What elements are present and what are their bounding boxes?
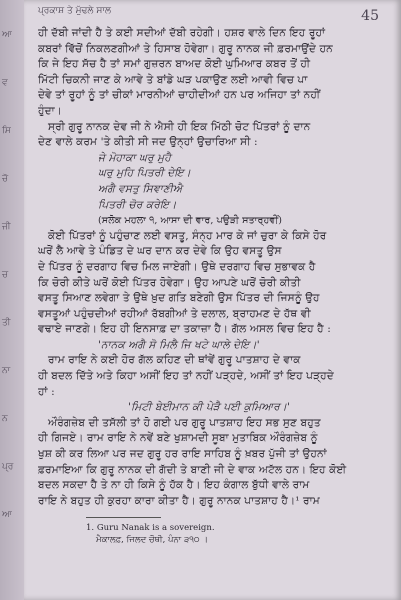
text-line: ਜੇ ਮੋਹਾਕਾ ਘਰੁ ਮੁਹੈ bbox=[98, 151, 171, 164]
footnote-rule bbox=[86, 517, 161, 518]
adjacent-page-fragment: ਚੋ bbox=[2, 174, 9, 184]
text-line: ਹੀ ਬਦਲ ਦਿੱਤੇ ਅਤੇ ਕਿਹਾ ਅਸੀਂ ਇਹ ਤਾਂ ਨਹੀਂ ਪੜ੍ਹਦੇ, ਅਸੀਂ ਤਾਂ ਇਹ ਪੜ੍ਹਦੇ bbox=[38, 370, 334, 383]
text-line: ਦੇ ਪਿੱਤਰ ਨੂੰ ਦਰਗਾਹ ਵਿਚ ਮਿਲ ਜਾਏਗੀ। ਉਥੇ ਦਰਗਾਹ ਵਿਚ ਸੁਭਾਵਕ ਹੈ bbox=[38, 260, 316, 273]
adjacent-page-fragment: ਨ bbox=[2, 414, 8, 424]
text-line: ਮਿੱਟੀ ਚਿਕਨੀ ਜਾਣ ਕੇ ਆਵੇ ਤੇ ਬਾਂਡੇ ਘੜ ਪਕਾਉਣ ਲਈ ਆਵੀ ਵਿਚ ਪਾ bbox=[38, 73, 308, 86]
text-line: (ਸਲੋਕ ਮਹਲਾ ੧, ਆਸਾ ਦੀ ਵਾਰ, ਪਉੜੀ ਸਤਾਰ੍ਹਵੀਂ) bbox=[98, 215, 283, 227]
text-line: ਕਿ ਜੇ ਇਹ ਸੱਚ ਹੈ ਤਾਂ ਸਮਾਂ ਗੁਜ਼ਰਨ ਬਾਅਦ ਕੋਈ ਘੁਮਿਆਰ ਕਬਰ ਤੋਂ ਹੀ bbox=[38, 58, 311, 71]
text-line: ਰਾਮ ਰਾਇ ਨੇ ਕਈ ਹੋਰ ਗੱਲ ਕਹਿਣ ਦੀ ਥਾਂਵੇਂ ਗੁਰੂ ਪਾਤਸ਼ਾਹ ਦੇ ਵਾਕ bbox=[48, 354, 301, 367]
text-line: ਦੇਵੇ ਤਾਂ ਰੂਹਾਂ ਨੂੰ ਤਾਂ ਚੀਕਾਂ ਮਾਰਨੀਆਂ ਚਾਹੀਦੀਆਂ ਹਨ ਪਰ ਅਜਿਹਾ ਤਾਂ ਨਹੀਂ bbox=[38, 89, 321, 102]
text-line: ਘਰੁ ਮੁਹਿ ਪਿਤਰੀ ਦੇਇ। bbox=[98, 167, 191, 180]
text-line: ਖੁਸ਼ ਕੀ ਕਰ ਲਿਆ ਪਰ ਜਦ ਗੁਰੂ ਹਰ ਰਾਇ ਸਾਹਿਬ ਨੂੰ ਖ਼ਬਰ ਪੁੱਜੀ ਤਾਂ ਉਹਨਾਂ bbox=[38, 448, 327, 461]
text-line: ਦੇਣ ਵਾਲੇ ਕਰਮ 'ਤੇ ਕੀਤੀ ਸੀ ਜਦ ਉਨ੍ਹਾਂ ਉਚਾਰਿਆ ਸੀ : bbox=[38, 136, 258, 149]
adjacent-page-fragment: ਆ bbox=[2, 510, 12, 520]
text-line: ਹੀ ਦੱਬੀ ਜਾਂਦੀ ਹੈ ਤੇ ਕਈ ਸਦੀਆਂ ਦੱਬੀ ਰਹੇਗੀ। ਹਸ਼ਰ ਵਾਲੇ ਦਿਨ ਇਹ ਰੂਹਾਂ bbox=[38, 27, 326, 39]
text-line: ਔਰੰਗਜ਼ੇਬ ਦੀ ਤਸੱਲੀ ਤਾਂ ਹੋ ਗਈ ਪਰ ਗੁਰੂ ਪਾਤਸ਼ਾਹ ਇਹ ਸਭ ਸੁਣ ਬਹੁਤ bbox=[48, 416, 321, 429]
text-line: ਸ੍ਰੀ ਗੁਰੂ ਨਾਨਕ ਦੇਵ ਜੀ ਨੇ ਐਸੀ ਹੀ ਇਕ ਮਿੱਠੀ ਚੋਟ ਪਿੱਤਰਾਂ ਨੂੰ ਦਾਨ bbox=[48, 120, 311, 133]
text-line: ਫ਼ਰਮਾਇਆ ਕਿ ਗੁਰੂ ਨਾਨਕ ਦੀ ਗੱਦੀ ਤੇ ਬਾਣੀ ਜੀ ਦੇ ਵਾਕ ਅਟੱਲ ਹਨ। ਇਹ ਕੋਈ bbox=[38, 463, 347, 476]
page-number: 45 bbox=[361, 8, 379, 24]
text-line: 'ਮਿਟੀ ਬੇਈਮਾਨ ਕੀ ਪੇੜੈ ਪਈ ਕੁਮਿਆਰ।' bbox=[128, 401, 291, 414]
adjacent-page-fragment: ਆ bbox=[2, 30, 12, 40]
text-line: ਵਸਤੂ ਸਿਆਣ ਲਵੇਗਾ ਤੇ ਉਥੇ ਖ਼ੁਦ ਗਤਿ ਬਣੇਗੀ ਉਸ ਪਿੱਤਰ ਦੀ ਜਿਸਨੂੰ ਉਹ bbox=[38, 292, 320, 305]
text-line: ਰਾਇ ਨੇ ਬਹੁਤ ਹੀ ਕੁਰਹਾ ਕਾਰਾ ਕੀਤਾ ਹੈ। ਗੁਰੂ ਨਾਨਕ ਪਾਤਸ਼ਾਹ ਹੈ।¹ ਰਾਮ bbox=[38, 494, 320, 507]
text-line: ਕਬਰਾਂ ਵਿੱਚੋਂ ਨਿਕਲਣਗੀਆਂ ਤੇ ਹਿਸਾਬ ਹੋਵੇਗਾ। ਗੁਰੂ ਨਾਨਕ ਜੀ ਫ਼ਰਮਾਉਂਦੇ ਹਨ bbox=[38, 42, 333, 55]
text-line: ਹੀ ਗਿਜਏ। ਰਾਮ ਰਾਇ ਨੇ ਨਵੇਂ ਬਣੇ ਖੁਸ਼ਾਮਦੀ ਸੂਬਾ ਮੁਤਾਬਿਕ ਔਰੰਗਜ਼ੇਬ ਨੂੰ bbox=[38, 432, 318, 445]
text-line: ਬਦਲ ਸਕਦਾ ਹੈ ਤੇ ਨਾ ਹੀ ਕਿਸੇ ਨੂੰ ਹੱਕ ਹੈ। ਇਹ ਕੰਗਾਲ ਬੁੱਧੀ ਵਾਲੇ ਰਾਮ bbox=[38, 479, 310, 492]
running-head: ਪ੍ਰਕਾਸ਼ ਤੇ ਮੁੱਢਲੇ ਸਾਲ bbox=[38, 6, 111, 16]
footnote-number: 1. bbox=[86, 523, 95, 534]
body-text bbox=[38, 26, 378, 546]
text-line: ਕਿ ਚੋਰੀ ਕੀਤੇ ਘਰੋਂ ਕੋਈ ਪਿੱਤਰ ਹੋਵੇਗਾ। ਉਹ ਆਪਣੇ ਘਰੋਂ ਚੋਰੀ ਕੀਤੀ bbox=[38, 276, 301, 289]
adjacent-page-edge bbox=[0, 0, 24, 600]
adjacent-page-fragment: ਤੀ bbox=[2, 318, 11, 328]
text-line: ਕੋਈ ਪਿੱਤਰਾਂ ਨੂੰ ਪਹੁੰਚਾਣ ਲਈ ਵਸਤੂ, ਸੰਨ੍ਹ ਮਾਰ ਕੇ ਜਾਂ ਚੁਰਾ ਕੇ ਕਿਸੇ ਹੋਰ bbox=[48, 229, 327, 242]
footnote-text: Guru Nanak is a sovereign. bbox=[96, 523, 215, 534]
adjacent-page-fragment: ਜੀ bbox=[2, 222, 11, 232]
text-line: ਹਾਂ : bbox=[38, 385, 55, 398]
text-line: ਵਸਤੂਆਂ ਪਹੁੰਚਦੀਆਂ ਰਹੀਆਂ ਰੱਬਗੀਆਂ ਤੇ ਦਲਾਲ, ਬ੍ਰਾਹਮਣ ਦੇ ਹੱਥ ਵੀ bbox=[38, 307, 311, 320]
adjacent-page-fragment: ਵ bbox=[2, 78, 8, 88]
text-line: 'ਨਾਨਕ ਅਗੈ ਸੋ ਮਿਲੈ ਜਿ ਖਟੇ ਘਾਲੇ ਦੇਇ।' bbox=[98, 338, 260, 351]
footnote-source: ਮੈਕਾਲਫ਼, ਜਿਲਦ ਚੌਥੀ, ਪੰਨਾ ੩੧੦ । bbox=[96, 535, 208, 546]
text-line: ਵਢਾਏ ਜਾਣਗੇ। ਇਹ ਹੀ ਇਨਸਾਫ਼ ਦਾ ਤਕਾਜ਼ਾ ਹੈ। ਗੱਲ ਅਸਲ ਵਿਚ ਇਹ ਹੈ : bbox=[38, 323, 331, 336]
text-line: ਘਰੋਂ ਲੈ ਆਵੇ ਤੇ ਪੰਡਿਤ ਦੇ ਘਰ ਦਾਨ ਕਰ ਦੇਵੇ ਕਿ ਉਹ ਵਸਤੂ ਉਸ bbox=[38, 245, 282, 258]
adjacent-page-fragment: ਚ bbox=[2, 270, 9, 280]
text-line: ਪਿਤਰੀ ਚੋਰ ਕਰੇਇ। bbox=[98, 198, 177, 211]
text-line: ਅਗੈ ਵਸਤੁ ਸਿਞਾਣੀਐ bbox=[98, 182, 183, 195]
footnote bbox=[38, 522, 378, 534]
adjacent-page-fragment: ਸਿ bbox=[2, 126, 11, 136]
adjacent-page-fragment: ਨਾ bbox=[2, 366, 11, 376]
text-line: ਹੁੰਦਾ। bbox=[38, 104, 62, 117]
adjacent-page-fragment: ਪ੍ਰ bbox=[2, 462, 14, 472]
